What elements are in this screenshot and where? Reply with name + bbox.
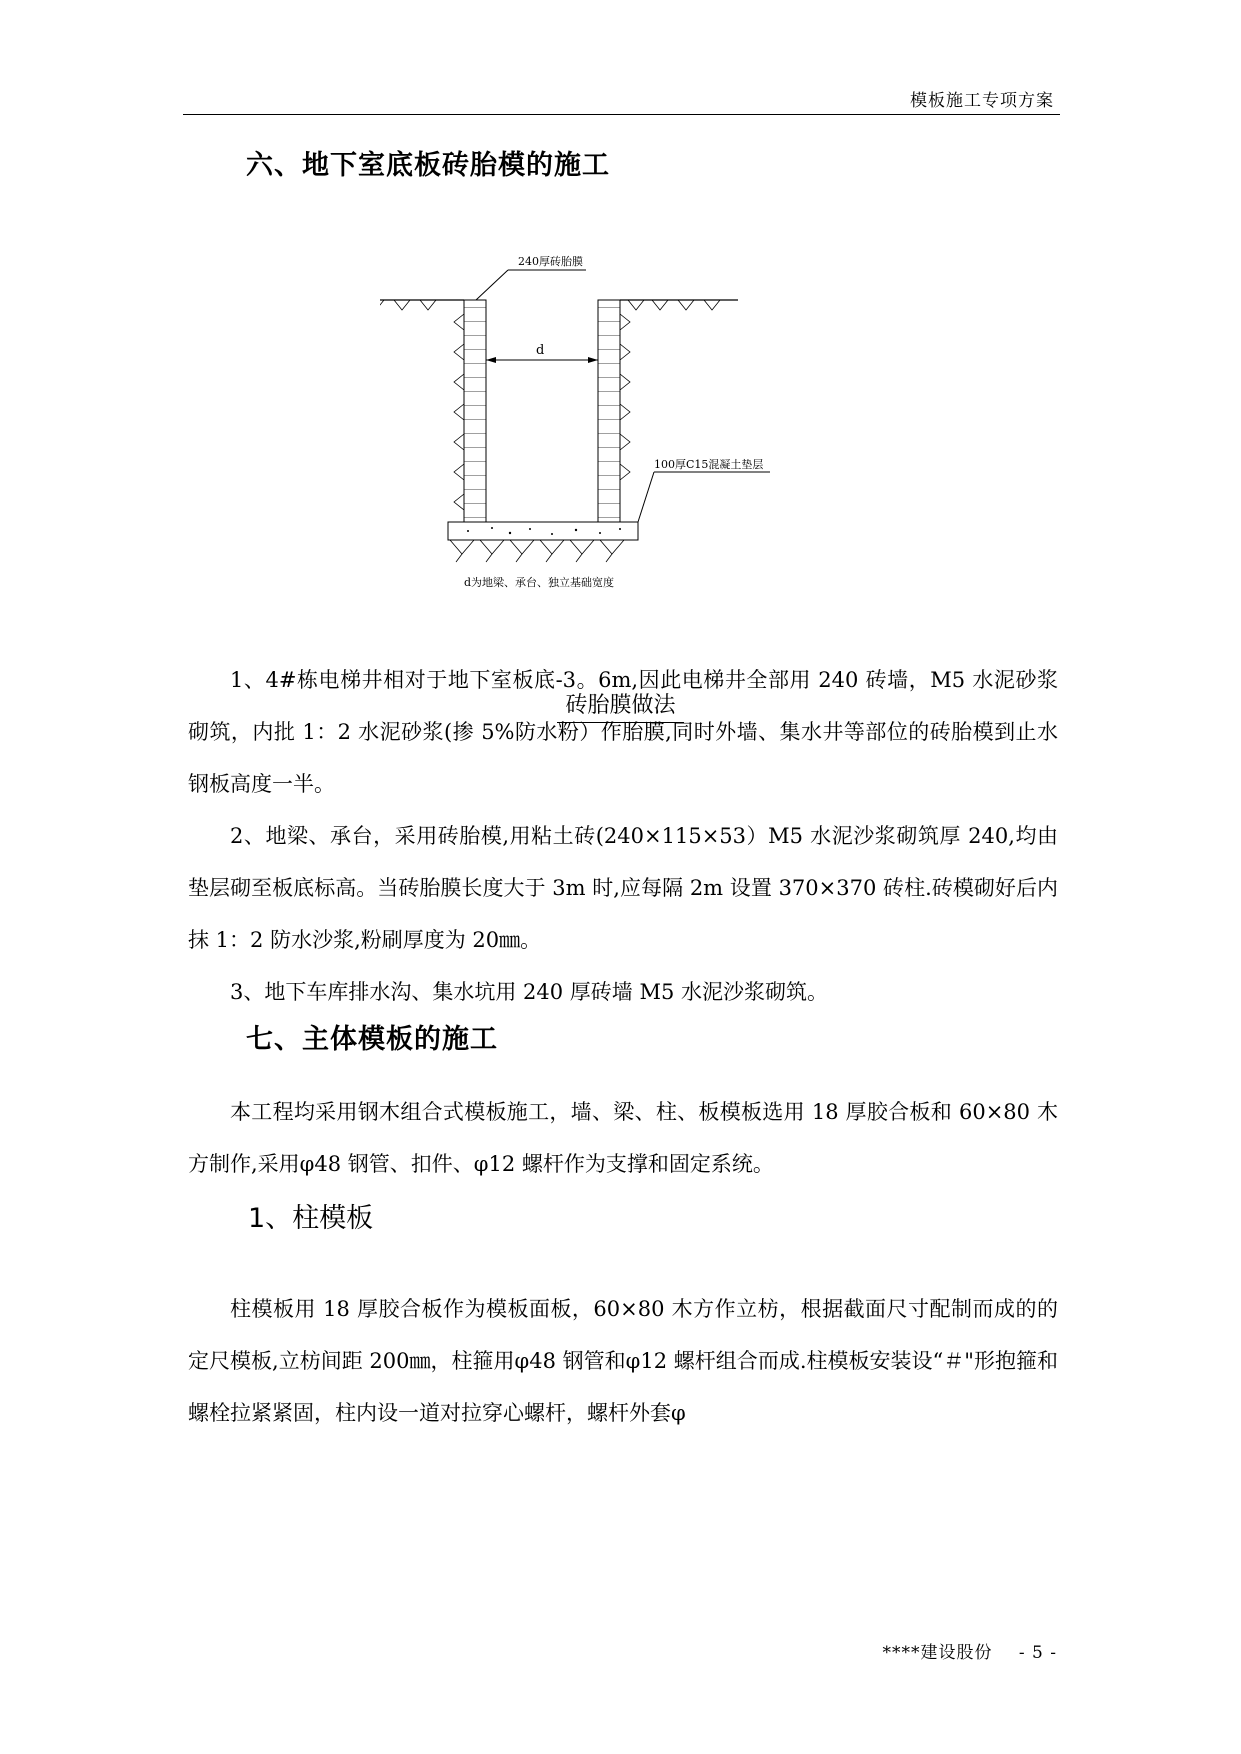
subsection-1-heading: 1、柱模板 [248,1203,374,1234]
label-brick-mold: 240厚砖胎膜 [518,255,583,268]
subsection-1-body [188,1283,1058,1439]
page-header [183,86,1060,116]
brick-mold-diagram [380,252,840,672]
header-title: 模板施工专项方案 [910,91,1054,111]
paragraph-1: 1、4#栋电梯井相对于地下室板底-3。6m,因此电梯井全部用 240 砖墙，M5 水泥砂浆砌筑，内批 1：2 水泥砂浆(掺 5%防水粉）作胎膜,同时外墙、集水井等部位的砖胎模到止水钢板高度一半。 [188,668,1058,796]
header-rule [183,114,1060,115]
label-d: d [536,343,545,358]
page-number: - 5 - [1018,1643,1057,1663]
label-concrete-bed: 100厚C15混凝土垫层 [654,458,764,471]
section-7-heading: 七、主体模板的施工 [246,1024,498,1055]
section-6-body [188,654,1058,1018]
section-6-heading: 六、地下室底板砖胎模的施工 [246,150,610,181]
section-7-intro [188,1086,1058,1190]
section-7-intro-text: 本工程均采用钢木组合式模板施工，墙、梁、柱、板模板选用 18 厚胶合板和 60×80 木方制作,采用φ48 钢管、扣件、φ12 螺杆作为支撑和固定系统。 [188,1100,1058,1176]
figure-caption-text: 砖胎膜做法 [557,693,683,723]
label-d-note: d为地梁、承台、独立基础宽度 [464,576,615,589]
page-footer [882,1638,1057,1663]
subsection-1-text: 柱模板用 18 厚胶合板作为模板面板，60×80 木方作立枋，根据截面尺寸配制而成的的定尺模板,立枋间距 200㎜，柱箍用φ48 钢管和φ12 螺杆组合而成.柱模板安装设“＃"形抱箍和螺栓拉紧紧固，柱内设一道对拉穿心螺杆，螺杆外套φ [188,1297,1058,1425]
paragraph-2: 2、地梁、承台，采用砖胎模,用粘土砖(240×115×53）M5 水泥沙浆砌筑厚 240,均由垫层砌至板底标高。当砖胎膜长度大于 3m 时,应每隔 2m 设置 370×370 砖柱.砖模砌好后内抹 1：2 防水沙浆,粉刷厚度为 20㎜。 [188,824,1058,952]
footer-company: ****建设股份 [882,1643,993,1663]
paragraph-3: 3、地下车库排水沟、集水坑用 240 厚砖墙 M5 水泥沙浆砌筑。 [230,980,829,1004]
